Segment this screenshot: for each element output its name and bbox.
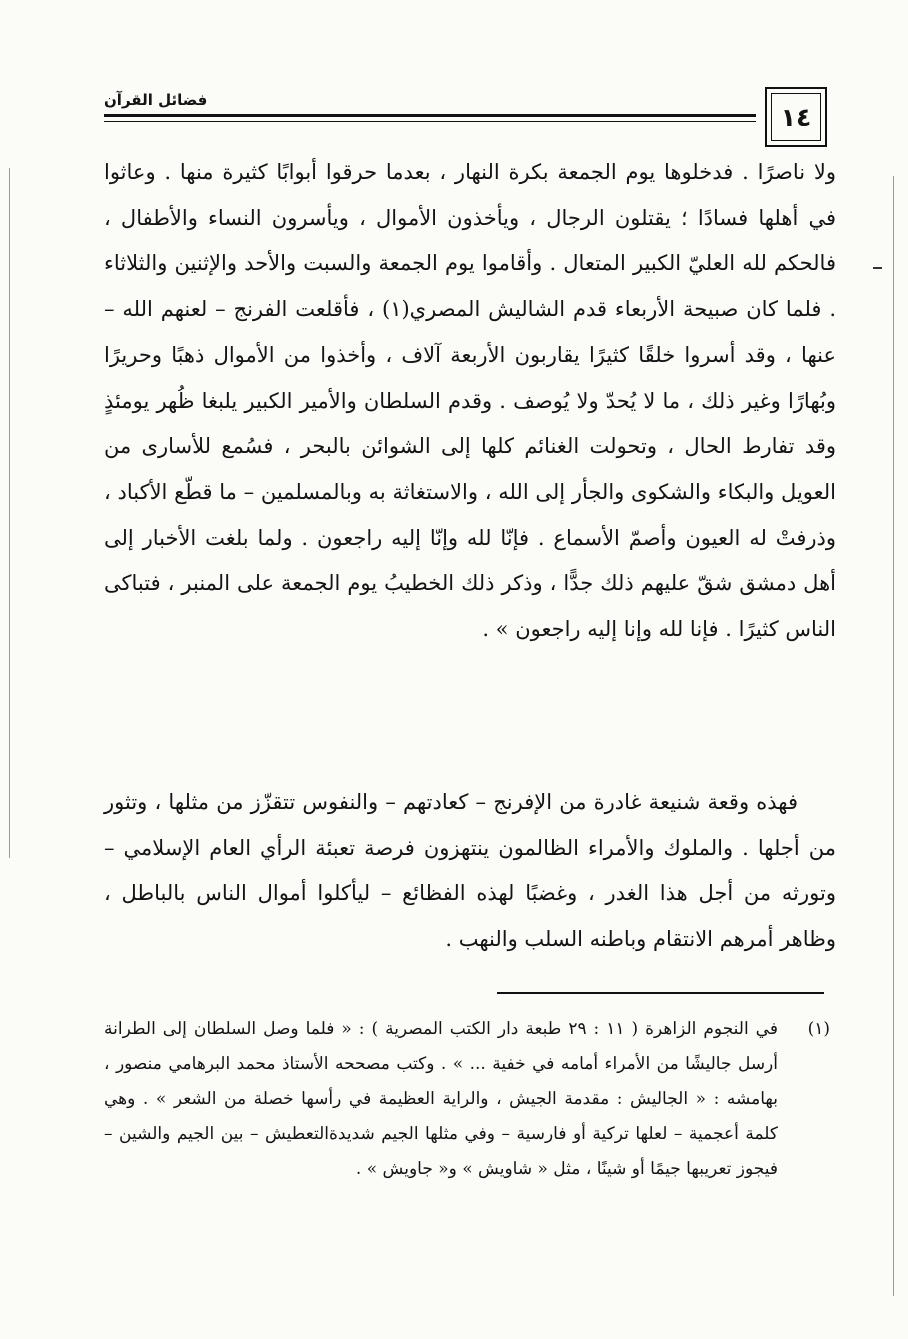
scan-edge-line-right [893,176,894,1296]
page-number-box [765,87,827,147]
scan-margin-dash [873,267,882,269]
footnote-separator [497,992,824,994]
header-rule-thick [104,114,756,117]
footnote-text: في النجوم الزاهرة ( ١١ : ٢٩ طبعة دار الكتب المصرية ) : « فلما وصل السلطان إلى الطرانة أرسل جاليشًا من الأمراء أمامه في خفية ... » . وكتب مصححه الأستاذ محمد البرهامي منصور ، بهامشه : « الجاليش : مقدمة الجيش ، والراية العظيمة في رأسها خصلة من الشعر » . وهي كلمة أعجمية – لعلها تركية أو فارسية – وفي مثلها الجيم شديدةالتعطيش – بين الجيم والشين – فيجوز تعريبها جيمًا أو شينًا ، مثل « شاويش » و« جاويش » . [104,1019,778,1179]
body-paragraph-1: ولا ناصرًا . فدخلوها يوم الجمعة بكرة النهار ، بعدما حرقوا أبوابًا كثيرة منها . وعاثوا في أهلها فسادًا ؛ يقتلون الرجال ، ويأخذون الأموال ، ويأسرون النساء والأطفال ، فالحكم لله العليّ الكبير المتعال . وأقاموا يوم الجمعة والسبت والأحد والإثنين والثلاثاء . فلما كان صبيحة الأربعاء قدم الشاليش المصري(١) ، فأقلعت الفرنج – لعنهم الله – عنها ، وقد أسروا خلقًا كثيرًا يقاربون الأربعة آلاف ، وأخذوا من الأموال ذهبًا وحريرًا وبُهارًا وغير ذلك ، ما لا يُحدّ ولا يُوصف . وقدم السلطان والأمير الكبير يلبغا ظُهر يومئذٍ وقد تفارط الحال ، وتحولت الغنائم كلها إلى الشوائن بالبحر ، فسُمع للأسارى من العويل والبكاء والشكوى والجأر إلى الله ، والاستغاثة به وبالمسلمين – ما قطّع الأكباد ، وذرفتْ له العيون وأصمّ الأسماع . فإنّا لله وإنّا إليه راجعون . ولما بلغت الأخبار إلى أهل دمشق شقّ عليهم ذلك جدًّا ، وذكر ذلك الخطيبُ يوم الجمعة على المنبر ، فتباكى الناس كثيرًا . فإنا لله وإنا إليه راجعون » . [104,160,837,642]
footnote [104,1012,830,1187]
page-number: ١٤ [780,102,812,132]
scan-edge-line-left [9,168,10,858]
running-title: فضائل القرآن [104,91,208,109]
header-rule-thin [104,121,756,122]
footnote-marker: (١) [807,1019,830,1039]
body-paragraph-2: فهذه وقعة شنيعة غادرة من الإفرنج – كعادتهم – والنفوس تتقزّز من مثلها ، وتثور من أجلها . والملوك والأمراء الظالمون ينتهزون فرصة تعبئة الرأي العام الإسلامي – وتورثه من أجل هذا الغدر ، وغضبًا لهذه الفظائع – ليأكلوا أموال الناس بالباطل ، وظاهر أمرهم الانتقام وباطنه السلب والنهب . [104,790,836,951]
